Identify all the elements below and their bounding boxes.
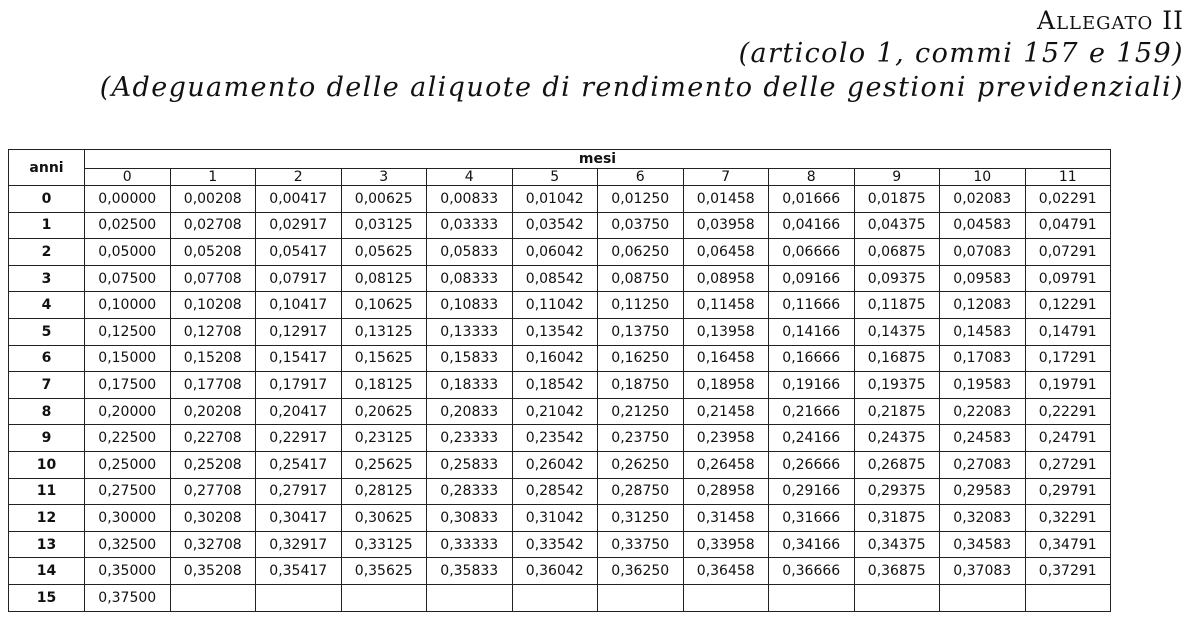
anni-cell: 13 [9, 531, 85, 558]
table-cell: 0,29166 [769, 478, 855, 505]
table-cell: 0,22917 [256, 425, 342, 452]
table-cell: 0,33750 [598, 531, 684, 558]
table-cell: 0,34583 [940, 531, 1026, 558]
table-cell: 0,17083 [940, 345, 1026, 372]
table-cell: 0,27291 [1025, 451, 1111, 478]
table-row [9, 239, 1111, 266]
table-cell: 0,16250 [598, 345, 684, 372]
anni-cell: 5 [9, 318, 85, 345]
table-cell: 0,35833 [427, 558, 513, 585]
allegato-title: Allegato II [1037, 6, 1184, 35]
table-cell: 0,15625 [341, 345, 427, 372]
table-cell: 0,24375 [854, 425, 940, 452]
month-header: 9 [854, 169, 940, 186]
anni-cell: 0 [9, 186, 85, 213]
table-cell: 0,00417 [256, 186, 342, 213]
table-cell: 0,15208 [170, 345, 256, 372]
table-row [9, 398, 1111, 425]
table-cell: 0,00208 [170, 186, 256, 213]
table-cell: 0,12291 [1025, 292, 1111, 319]
table-cell: 0,32083 [940, 505, 1026, 532]
table-cell: 0,21250 [598, 398, 684, 425]
table-row [9, 345, 1111, 372]
anni-cell: 7 [9, 372, 85, 399]
table-cell [256, 584, 342, 611]
month-header: 2 [256, 169, 342, 186]
table-cell: 0,31458 [683, 505, 769, 532]
table-cell: 0,17500 [85, 372, 171, 399]
table-cell: 0,23125 [341, 425, 427, 452]
table-cell: 0,26666 [769, 451, 855, 478]
table-cell: 0,07291 [1025, 239, 1111, 266]
table-cell: 0,13750 [598, 318, 684, 345]
table-cell: 0,36458 [683, 558, 769, 585]
table-cell: 0,05417 [256, 239, 342, 266]
table-cell: 0,23750 [598, 425, 684, 452]
table-cell: 0,14791 [1025, 318, 1111, 345]
table-cell: 0,25208 [170, 451, 256, 478]
table-cell: 0,28750 [598, 478, 684, 505]
table-cell: 0,01666 [769, 186, 855, 213]
table-cell: 0,27708 [170, 478, 256, 505]
anni-header: anni [9, 150, 85, 186]
aliquote-table [8, 149, 1111, 612]
table-cell: 0,13125 [341, 318, 427, 345]
table-cell: 0,09583 [940, 265, 1026, 292]
table-cell: 0,03750 [598, 212, 684, 239]
table-cell: 0,11666 [769, 292, 855, 319]
table-cell: 0,36875 [854, 558, 940, 585]
table-cell: 0,37083 [940, 558, 1026, 585]
table-cell: 0,10833 [427, 292, 513, 319]
table-cell: 0,32291 [1025, 505, 1111, 532]
table-cell: 0,30833 [427, 505, 513, 532]
table-cell: 0,00625 [341, 186, 427, 213]
table-cell: 0,03958 [683, 212, 769, 239]
month-header: 7 [683, 169, 769, 186]
table-cell: 0,07708 [170, 265, 256, 292]
table-cell: 0,16875 [854, 345, 940, 372]
table-cell: 0,30417 [256, 505, 342, 532]
table-cell: 0,18750 [598, 372, 684, 399]
table-cell: 0,02917 [256, 212, 342, 239]
table-cell: 0,23958 [683, 425, 769, 452]
month-header: 8 [769, 169, 855, 186]
anni-cell: 2 [9, 239, 85, 266]
table-cell: 0,05000 [85, 239, 171, 266]
table-cell: 0,28125 [341, 478, 427, 505]
table-cell: 0,24791 [1025, 425, 1111, 452]
anni-cell: 3 [9, 265, 85, 292]
table-cell: 0,09375 [854, 265, 940, 292]
anni-cell: 14 [9, 558, 85, 585]
table-cell: 0,01042 [512, 186, 598, 213]
table-cell: 0,06875 [854, 239, 940, 266]
table-cell [341, 584, 427, 611]
month-header: 0 [85, 169, 171, 186]
anni-cell: 12 [9, 505, 85, 532]
table-cell: 0,08750 [598, 265, 684, 292]
table-cell: 0,24583 [940, 425, 1026, 452]
month-header: 10 [940, 169, 1026, 186]
table-cell: 0,04583 [940, 212, 1026, 239]
table-cell: 0,14166 [769, 318, 855, 345]
table-cell: 0,19166 [769, 372, 855, 399]
table-cell: 0,35208 [170, 558, 256, 585]
table-cell: 0,33542 [512, 531, 598, 558]
table-row [9, 425, 1111, 452]
table-cell: 0,26042 [512, 451, 598, 478]
month-header: 6 [598, 169, 684, 186]
anni-cell: 8 [9, 398, 85, 425]
table-cell: 0,13958 [683, 318, 769, 345]
table-cell: 0,02083 [940, 186, 1026, 213]
table-cell: 0,12500 [85, 318, 171, 345]
table-cell [854, 584, 940, 611]
table-row [9, 505, 1111, 532]
table-cell [427, 584, 513, 611]
table-cell: 0,31250 [598, 505, 684, 532]
table-row [9, 372, 1111, 399]
table-cell: 0,28958 [683, 478, 769, 505]
anni-cell: 4 [9, 292, 85, 319]
table-cell: 0,34375 [854, 531, 940, 558]
articolo-reference: (articolo 1, commi 157 e 159) [738, 38, 1184, 69]
table-cell: 0,10625 [341, 292, 427, 319]
table-cell: 0,04791 [1025, 212, 1111, 239]
table-row [9, 318, 1111, 345]
table-cell: 0,07083 [940, 239, 1026, 266]
table-cell: 0,04375 [854, 212, 940, 239]
table-cell: 0,19375 [854, 372, 940, 399]
table-cell: 0,32708 [170, 531, 256, 558]
document-heading [100, 4, 1184, 105]
table-cell: 0,11458 [683, 292, 769, 319]
table-cell: 0,08125 [341, 265, 427, 292]
month-header: 5 [512, 169, 598, 186]
table-cell: 0,34166 [769, 531, 855, 558]
table-cell: 0,05208 [170, 239, 256, 266]
table-cell: 0,04166 [769, 212, 855, 239]
month-header: 4 [427, 169, 513, 186]
month-header: 3 [341, 169, 427, 186]
anni-cell: 6 [9, 345, 85, 372]
table-cell: 0,31042 [512, 505, 598, 532]
table-cell: 0,30208 [170, 505, 256, 532]
table-cell: 0,27917 [256, 478, 342, 505]
table-cell: 0,01458 [683, 186, 769, 213]
table-cell: 0,17917 [256, 372, 342, 399]
table-cell: 0,19791 [1025, 372, 1111, 399]
table-cell: 0,28333 [427, 478, 513, 505]
table-cell: 0,20208 [170, 398, 256, 425]
table-cell: 0,01875 [854, 186, 940, 213]
table-cell: 0,03333 [427, 212, 513, 239]
table-row [9, 265, 1111, 292]
table-cell: 0,12917 [256, 318, 342, 345]
table-cell: 0,22708 [170, 425, 256, 452]
table-cell: 0,02708 [170, 212, 256, 239]
table-cell [170, 584, 256, 611]
table-cell: 0,25417 [256, 451, 342, 478]
table-cell: 0,05833 [427, 239, 513, 266]
table-cell: 0,23333 [427, 425, 513, 452]
table-cell: 0,32917 [256, 531, 342, 558]
table-cell: 0,33333 [427, 531, 513, 558]
table-cell: 0,08333 [427, 265, 513, 292]
table-cell: 0,28542 [512, 478, 598, 505]
table-row [9, 451, 1111, 478]
table-cell: 0,19583 [940, 372, 1026, 399]
table-cell: 0,24166 [769, 425, 855, 452]
anni-cell: 11 [9, 478, 85, 505]
table-cell: 0,18125 [341, 372, 427, 399]
table-cell: 0,21875 [854, 398, 940, 425]
table-cell: 0,02291 [1025, 186, 1111, 213]
table-cell: 0,06042 [512, 239, 598, 266]
table-cell: 0,09791 [1025, 265, 1111, 292]
table-cell: 0,13333 [427, 318, 513, 345]
table-row [9, 558, 1111, 585]
table-cell: 0,29375 [854, 478, 940, 505]
table-row [9, 212, 1111, 239]
table-cell: 0,11042 [512, 292, 598, 319]
table-cell: 0,35625 [341, 558, 427, 585]
table-cell: 0,15833 [427, 345, 513, 372]
table-cell: 0,36666 [769, 558, 855, 585]
mesi-header: mesi [85, 150, 1111, 169]
table-cell: 0,31666 [769, 505, 855, 532]
month-header: 1 [170, 169, 256, 186]
month-header: 11 [1025, 169, 1111, 186]
table-cell: 0,06458 [683, 239, 769, 266]
anni-cell: 1 [9, 212, 85, 239]
table-cell: 0,05625 [341, 239, 427, 266]
table-cell: 0,35417 [256, 558, 342, 585]
table-cell: 0,22083 [940, 398, 1026, 425]
table-row [9, 292, 1111, 319]
table-cell: 0,29583 [940, 478, 1026, 505]
table-cell: 0,22500 [85, 425, 171, 452]
table-cell: 0,11250 [598, 292, 684, 319]
table-cell: 0,18958 [683, 372, 769, 399]
table-cell: 0,23542 [512, 425, 598, 452]
table-cell: 0,37500 [85, 584, 171, 611]
table-row [9, 531, 1111, 558]
table-cell: 0,07500 [85, 265, 171, 292]
table-cell: 0,13542 [512, 318, 598, 345]
table-cell: 0,01250 [598, 186, 684, 213]
anni-cell: 10 [9, 451, 85, 478]
document-description: (Adeguamento delle aliquote di rendimento delle gestioni previdenziali) [99, 72, 1184, 103]
table-cell: 0,21666 [769, 398, 855, 425]
anni-cell: 15 [9, 584, 85, 611]
table-cell: 0,20625 [341, 398, 427, 425]
table-cell: 0,08958 [683, 265, 769, 292]
table-cell: 0,10417 [256, 292, 342, 319]
table-cell: 0,26458 [683, 451, 769, 478]
table-cell: 0,09166 [769, 265, 855, 292]
table-cell [940, 584, 1026, 611]
table-cell: 0,26250 [598, 451, 684, 478]
table-cell: 0,11875 [854, 292, 940, 319]
table-cell: 0,30000 [85, 505, 171, 532]
table-cell: 0,16666 [769, 345, 855, 372]
table-cell: 0,20833 [427, 398, 513, 425]
table-cell: 0,36250 [598, 558, 684, 585]
table-cell [512, 584, 598, 611]
anni-cell: 9 [9, 425, 85, 452]
table-cell: 0,20000 [85, 398, 171, 425]
table-cell: 0,31875 [854, 505, 940, 532]
table-cell: 0,36042 [512, 558, 598, 585]
table-row [9, 186, 1111, 213]
table-cell [1025, 584, 1111, 611]
table-cell: 0,30625 [341, 505, 427, 532]
table-cell: 0,32500 [85, 531, 171, 558]
table-cell: 0,10208 [170, 292, 256, 319]
table-row [9, 584, 1111, 611]
table-cell: 0,03542 [512, 212, 598, 239]
table-cell: 0,25625 [341, 451, 427, 478]
table-cell: 0,07917 [256, 265, 342, 292]
table-cell: 0,37291 [1025, 558, 1111, 585]
table-cell: 0,06250 [598, 239, 684, 266]
table-cell: 0,26875 [854, 451, 940, 478]
table-cell: 0,25000 [85, 451, 171, 478]
table-cell: 0,15000 [85, 345, 171, 372]
table-cell [683, 584, 769, 611]
table-cell: 0,25833 [427, 451, 513, 478]
table-cell: 0,27500 [85, 478, 171, 505]
table-cell: 0,18542 [512, 372, 598, 399]
table-cell: 0,12708 [170, 318, 256, 345]
table-cell: 0,20417 [256, 398, 342, 425]
table-cell: 0,00833 [427, 186, 513, 213]
table-cell: 0,29791 [1025, 478, 1111, 505]
table-cell: 0,15417 [256, 345, 342, 372]
table-cell: 0,10000 [85, 292, 171, 319]
table-cell: 0,16458 [683, 345, 769, 372]
table-cell: 0,17291 [1025, 345, 1111, 372]
table-cell: 0,14583 [940, 318, 1026, 345]
table-cell: 0,34791 [1025, 531, 1111, 558]
table-cell: 0,21042 [512, 398, 598, 425]
table-cell: 0,33125 [341, 531, 427, 558]
table-row [9, 478, 1111, 505]
table-cell: 0,08542 [512, 265, 598, 292]
table-cell: 0,27083 [940, 451, 1026, 478]
table-cell: 0,02500 [85, 212, 171, 239]
table-cell: 0,12083 [940, 292, 1026, 319]
table-cell: 0,03125 [341, 212, 427, 239]
table-cell: 0,14375 [854, 318, 940, 345]
table-cell: 0,33958 [683, 531, 769, 558]
table-cell: 0,00000 [85, 186, 171, 213]
table-cell: 0,16042 [512, 345, 598, 372]
table-cell: 0,06666 [769, 239, 855, 266]
table-cell [769, 584, 855, 611]
table-cell: 0,17708 [170, 372, 256, 399]
table-cell: 0,35000 [85, 558, 171, 585]
table-cell: 0,18333 [427, 372, 513, 399]
table-cell [598, 584, 684, 611]
table-cell: 0,21458 [683, 398, 769, 425]
table-cell: 0,22291 [1025, 398, 1111, 425]
